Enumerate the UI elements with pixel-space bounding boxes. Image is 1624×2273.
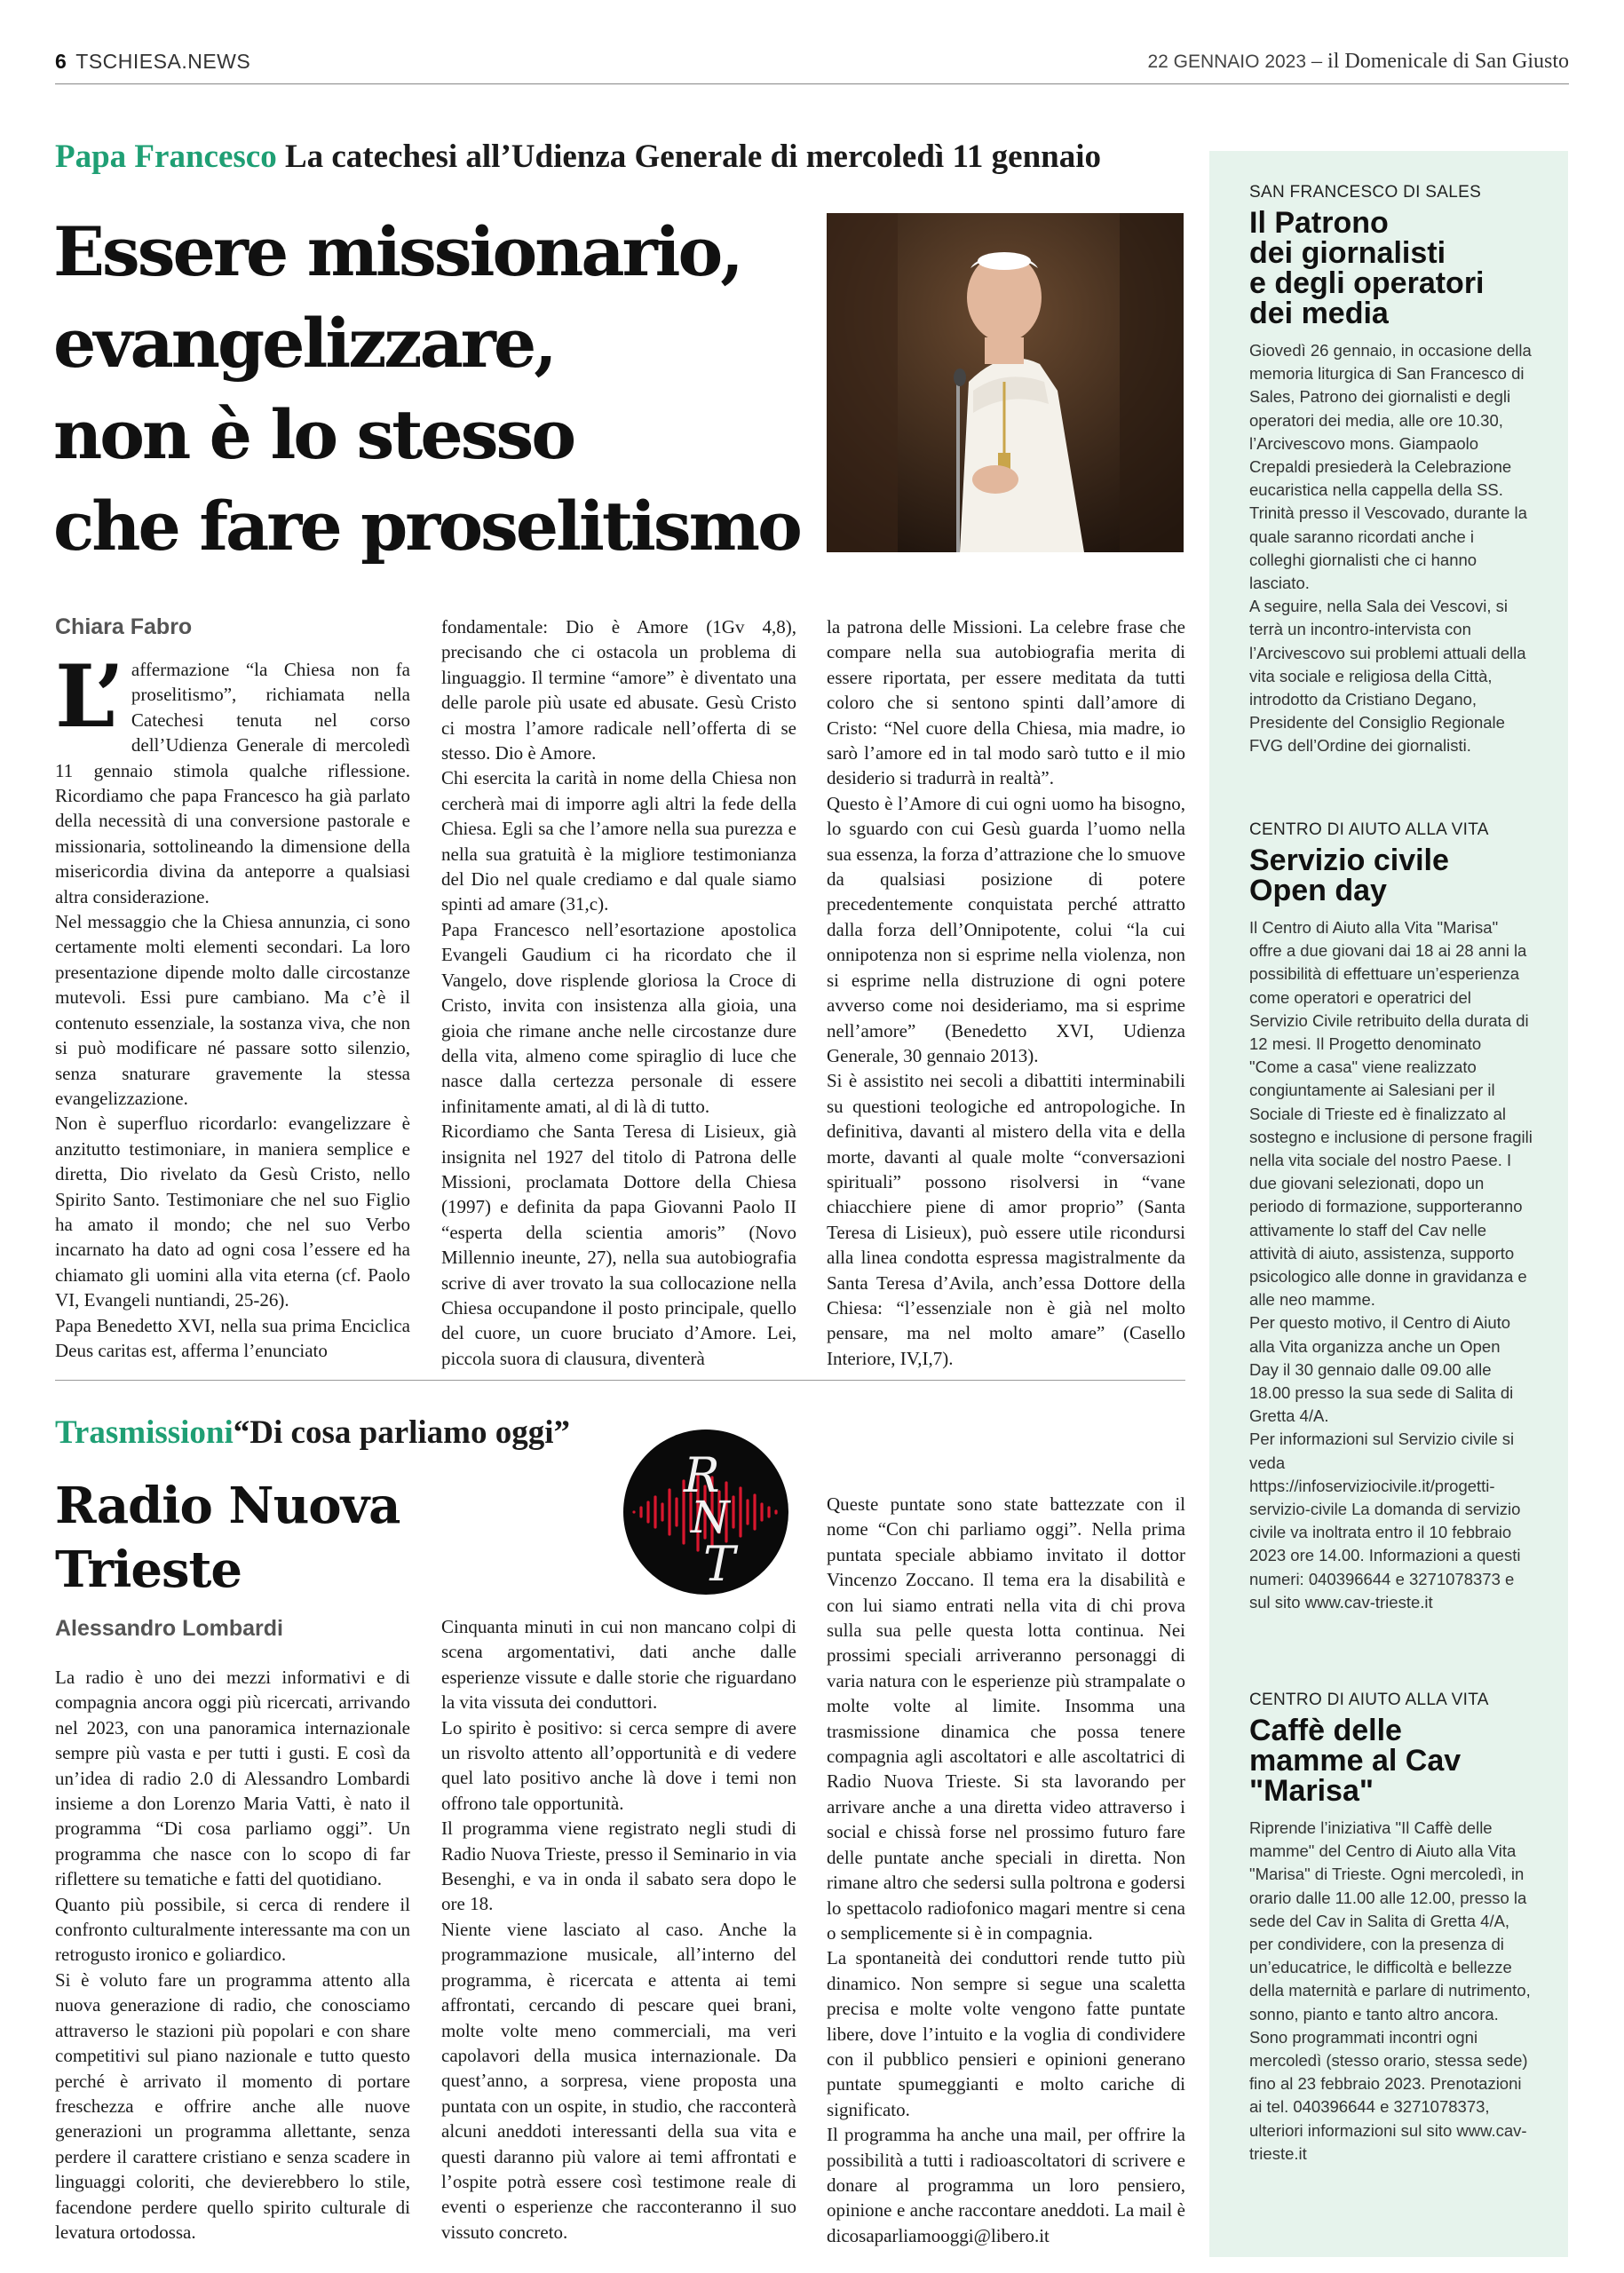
headline-line: dei giornalisti bbox=[1249, 236, 1446, 270]
issue-date: 22 GENNAIO 2023 bbox=[1147, 51, 1307, 72]
section-divider bbox=[55, 1380, 1185, 1381]
paragraph: fondamentale: Dio è Amore (1Gv 4,8), precisando che ci ostacola un problema di linguaggio. Il termine “amore” è diventato una delle parole più usate ed abusate. Gesù Cristo ci mostra l’amore radicale nell’offerta di se stesso. Dio è Amore. bbox=[441, 616, 796, 764]
headline-line: Radio Nuova bbox=[55, 1477, 400, 1535]
pope-photo bbox=[827, 213, 1184, 552]
sidebar-kicker: CENTRO DI AIUTO ALLA VITA bbox=[1249, 820, 1489, 839]
header-rule bbox=[55, 83, 1569, 84]
paragraph: A seguire, nella Sala dei Vescovi, si terrà un incontro-intervista con l’Arcivescovo sui problemi attuali della vita sociale e religiosa della Città, introdotto da Cristiano Degano, Presidente del Consiglio Regionale FVG dell’Ordine dei giornalisti. bbox=[1249, 597, 1526, 756]
sidebar-kicker: CENTRO DI AIUTO ALLA VITA bbox=[1249, 1691, 1489, 1709]
svg-text:R: R bbox=[684, 1447, 720, 1503]
paragraph: Ricordiamo che Santa Teresa di Lisieux, già insignita nel 1927 del titolo di Patrona delle Missioni, proclamata Dottore della Chiesa (1997) e definita da papa Giovanni Paolo II “esperta della scientia amoris” (Novo Millennio ineunte, 27), nella sua autobiografia scrive di aver trovato la sua collocazione nella Chiesa occupandone il posto principale, quello del cuore, un cuore bruciato d’Amore. Lei, piccola suora di clausura, diventerà bbox=[441, 1121, 796, 1369]
paragraph: Papa Francesco nell’esortazione apostolica Evangeli Gaudium ci ha ricordato che il Vangelo, dove risplende gloriosa la Croce di Cristo, invita con insistenza alla gioia, una gioia che rimane anche nelle circostanze dure della vita, almeno come spiraglio di luce che nasce dalla certezza personale di essere infinitamente amati, al di là di tutto. bbox=[441, 918, 796, 1117]
paragraph: Il programma ha anche una mail, per offrire la possibilità a tutti i radioascoltatori di scrivere e donare al programma un loro pensiero, opinione e anche raccontare aneddoti. La mail è dicosaparliamooggi@libero.it bbox=[827, 2124, 1185, 2246]
sidebar-body bbox=[1249, 1817, 1533, 2166]
paragraph: Si è assistito nei secoli a dibattiti interminabili su questioni teologiche ed antropologiche. In definitiva, davanti al mistero della vita e della morte, davanti al quale molte “conversazioni spirituali” possono risolversi in “vane chiacchiere piene di amor proprio” (Santa Teresa di Lisieux), può essere utile ricondursi alla linea condotta espressa magistralmente da Santa Teresa d’Avila, anch’essa Dottore della Chiesa: “l’essenziale non è già nel molto pensare, ma nel molto amare” (Casello Interiore, IV,I,7). bbox=[827, 1070, 1185, 1369]
article1-kicker-accent: Papa Francesco bbox=[55, 139, 277, 175]
headline-line: non è lo stesso bbox=[53, 395, 574, 474]
article1-column-3 bbox=[827, 614, 1185, 1371]
paragraph: Lo spirito è positivo: si cerca sempre di avere un risvolto attento all’opportunità e di vedere quel lato positivo anche là dove i temi non offrono tale opportunità. bbox=[441, 1716, 796, 1814]
headline-line: evangelizzare, bbox=[53, 304, 555, 383]
paragraph: Si è voluto fare un programma attento alla nuova generazione di radio, che conosciamo attraverso le stazioni più popolari e con share competitivi sul piano nazionale e tutto questo perché è arrivato il momento di portare freschezza e offrire anche alle nuove generazioni un programma allettante, senza perdere il carattere cristiano e senza scadere in linguaggi coloriti, che devierebbero lo stile, facendone perdere quello spirito culturale di levatura ortodossa. bbox=[55, 1968, 410, 2243]
headline-line: Il Patrono bbox=[1249, 206, 1389, 240]
page-header-left bbox=[55, 50, 250, 74]
headline-line: "Marisa" bbox=[1249, 1774, 1374, 1808]
article2-kicker-text: “Di cosa parliamo oggi” bbox=[233, 1414, 571, 1451]
sidebar-box-servizio-civile bbox=[1249, 820, 1533, 1614]
paragraph: Chi esercita la carità in nome della Chiesa non cercherà mai di imporre agli altri la fede della Chiesa. Egli sa che l’amore nella sua purezza e nella sua gratuità è la migliore testimonianza del Dio nel quale crediamo e dal quale siamo spinti ad amare (31,c). bbox=[441, 767, 796, 915]
headline-line: Essere missionario, bbox=[53, 212, 741, 291]
headline-line: Open day bbox=[1249, 874, 1387, 907]
sidebar-headline bbox=[1249, 845, 1533, 906]
radio-nuova-trieste-logo bbox=[622, 1428, 790, 1596]
sidebar-box-patrono bbox=[1249, 183, 1533, 758]
paragraph: Il Centro di Aiuto alla Vita "Marisa" offre a due giovani dai 18 ai 28 anni la possibilità di effettuare un’esperienza come operatori e operatrici del Servizio Civile retribuito della durata di 12 mesi. Il Progetto denominato "Come a casa" viene realizzato congiuntamente ai Salesiani per il Sociale di Trieste ed è finalizzato al sostegno e inclusione di persone fragili nella vita sociale del nostro Paese. I due giovani selezionati, dopo un periodo di formazione, supporteranno attivamente lo staff del Cav nelle attività di aiuto, assistenza, supporto psicologico alle donne in gravidanza e alle neo mamme. bbox=[1249, 918, 1533, 1310]
article2-kicker bbox=[55, 1414, 570, 1452]
paragraph: Non è superfluo ricordarlo: evangelizzare è anzitutto testimoniare, in maniera semplice e diretta, Dio rivelato da Gesù Cristo, nello Spirito Santo. Testimoniare che nel suo Figlio ha amato il mondo; che nel suo Verbo incarnato ha dato ad ogni cosa l’essere ed ha chiamato gli uomini alla vita eterna (cf. Paolo VI, Evangeli nuntiandi, 25-26). bbox=[55, 1113, 410, 1311]
article2-author: Alessandro Lombardi bbox=[55, 1616, 283, 1641]
rnt-logo-icon bbox=[622, 1428, 790, 1596]
sidebar-box-caffe-mamme bbox=[1249, 1691, 1533, 2166]
headline-line: Servizio civile bbox=[1249, 843, 1449, 877]
article2-column-2 bbox=[441, 1614, 796, 2245]
paragraph bbox=[55, 646, 410, 909]
sidebar-body bbox=[1249, 916, 1533, 1614]
sidebar-headline bbox=[1249, 208, 1533, 329]
page-header-right bbox=[1147, 50, 1569, 74]
header-separator: – bbox=[1306, 50, 1328, 73]
paragraph: Cinquanta minuti in cui non mancano colpi di scena argomentativi, dati anche dalle esperienze vissute e dalle storie che riguardano la vita vissuta dei conduttori. bbox=[441, 1616, 796, 1714]
drop-cap: L’ bbox=[55, 646, 124, 747]
pope-photo-illustration bbox=[827, 213, 1184, 552]
sidebar-body bbox=[1249, 339, 1533, 758]
svg-text:T: T bbox=[703, 1536, 736, 1592]
paragraph: Niente viene lasciato al caso. Anche la programmazione musicale, all’interno del programma, è ricercata e attenta ai temi affrontati, cercando di pescare quei brani, molte volte meno commerciali, ma veri capolavori della musica internazionale. Da quest’anno, a sorpresa, viene proposta una puntata con un ospite, in studio, che racconterà alcuni aneddoti interessanti della sua vita e questi daranno più valore ai temi affrontati e l’ospite potrà essere così testimone reale di eventi o esperienze che racconteranno il suo vissuto concreto. bbox=[441, 1918, 796, 2243]
paragraph: Riprende l’iniziativa "Il Caffè delle mamme" del Centro di Aiuto alla Vita "Marisa" di Trieste. Ogni mercoledì, in orario dalle 11.00 alle 12.00, presso la sede del Cav in Salita di Gretta 4/A, per condividere, con la presenza di un’educatrice, le difficoltà e bellezze della maternità e parlare di nutrimento, sonno, pianto e tanto altro ancora. Sono programmati incontri ogni mercoledì (stesso orario, stessa sede) fino al 23 febbraio 2023. Prenotazioni ai tel. 040396644 e 3271078373, ulteriori informazioni sul sito www.cav-trieste.it bbox=[1249, 1818, 1531, 2163]
article1-kicker-text: La catechesi all’Udienza Generale di mercoledì 11 gennaio bbox=[284, 139, 1102, 175]
svg-text:N: N bbox=[691, 1492, 730, 1543]
paragraph: Queste puntate sono state battezzate con il nome “Con chi parliamo oggi”. Nella prima puntata speciale abbiamo invitato il dottor Vincenzo Zoccano. Il tema era la disabilità e con lui siamo entrati nella vita di chi prova sulla sua pelle questa lotta continua. Nei prossimi speciali arriveranno personaggi di varia natura con le esperienze più strampalate o molte volte al limite. Insomma una trasmissione dinamica che possa tenere compagnia agli ascoltatori e alle ascoltatrici di Radio Nuova Trieste. Si sta lavorando per arrivare anche a una diretta video attraverso i social e chissà forse nel prossimo futuro fare delle puntate anche speciali in diretta. Non rimane altro che sedersi sulla poltrona e godersi lo spettacolo radiofonico magari mentre si cena o semplicemente si è in compagnia. bbox=[827, 1493, 1185, 1944]
headline-line: Trieste bbox=[55, 1540, 242, 1599]
page-number: 6 bbox=[55, 50, 67, 73]
headline-line: dei media bbox=[1249, 297, 1389, 330]
headline-line: e degli operatori bbox=[1249, 266, 1485, 300]
paragraph: Il programma viene registrato negli studi di Radio Nuova Trieste, presso il Seminario in via Besenghi, e va in onda il sabato sera dopo le ore 18. bbox=[441, 1818, 796, 1915]
article1-headline bbox=[53, 206, 817, 572]
paragraph: La radio è uno dei mezzi informativi e di compagnia ancora oggi più ricercati, arrivando nel 2023, con una panoramica internazionale sempre più vasta e per tutti i gusti. E così da un’idea di radio 2.0 di Alessandro Lombardi insieme a don Lorenzo Maria Vatti, è nato il programma “Di cosa parliamo oggi”. Un programma che nasce con lo scopo di far riflettere su tematiche e fatti del quotidiano. bbox=[55, 1667, 410, 1890]
sidebar-kicker: SAN FRANCESCO DI SALES bbox=[1249, 183, 1482, 202]
article1-column-2 bbox=[441, 614, 796, 1371]
article2-column-1 bbox=[55, 1665, 410, 2245]
site-name[interactable]: TSCHIESA.NEWS bbox=[75, 50, 251, 73]
paragraph: Giovedì 26 gennaio, in occasione della memoria liturgica di San Francesco di Sales, Patrono dei giornalisti e degli operatori dei media, alle ore 10.30, l’Arcivescovo mons. Giampaolo Crepaldi presiederà la Celebrazione eucaristica nella cappella della SS. Trinità presso il Vescovado, durante la quale saranno ricordati anche i colleghi giornalisti che ci hanno lasciato. bbox=[1249, 341, 1532, 593]
headline-line: mamme al Cav bbox=[1249, 1744, 1462, 1778]
paragraph: Nel messaggio che la Chiesa annunzia, ci sono certamente molti elementi secondari. La loro presentazione dipende molto dalle circostanze mutevoli. Essi pure cambiano. Ma c’è il contenuto essenziale, la sostanza viva, che non si può modificare né passare sotto silenzio, senza snaturare gravemente la stessa evangelizzazione. bbox=[55, 911, 410, 1109]
paragraph-text: affermazione “la Chiesa non fa proselitismo”, richiamata nella Catechesi tenuta nel corso dell’Udienza Generale di mercoledì 11 gennaio stimola qualche riflessione. Ricordiamo che papa Francesco ha già parlato della necessità di una conversione pastorale e missionaria, sottolineando la dimensione della misericordia divina da anteporre a qualsiasi altra considerazione. bbox=[55, 659, 410, 907]
paragraph: la patrona delle Missioni. La celebre frase che compare nella sua autobiografia merita di essere riportata, per essere meditata da tutti coloro che si sentono spinti dall’amore di Cristo: “Nel cuore della Chiesa, mia madre, io sarò l’amore ed in tal modo sarò tutto e il mio desiderio si tradurrà in realtà”. bbox=[827, 616, 1185, 789]
article2-headline bbox=[55, 1474, 588, 1602]
paragraph: Papa Benedetto XVI, nella sua prima Enciclica Deus caritas est, afferma l’enunciato bbox=[55, 1314, 410, 1361]
paragraph: Quanto più possibile, si cerca di rendere il confronto culturalmente interessante ma con un retrogusto ironico e goliardico. bbox=[55, 1893, 410, 1966]
article1-author: Chiara Fabro bbox=[55, 614, 193, 639]
article2-kicker-accent: Trasmissioni bbox=[55, 1414, 234, 1451]
article1-column-1 bbox=[55, 646, 410, 1363]
sidebar-headline bbox=[1249, 1715, 1533, 1806]
paragraph: Per questo motivo, il Centro di Aiuto alla Vita organizza anche un Open Day il 30 gennaio dalle 09.00 alle 18.00 presso la sua sede di Salita di Gretta 4/A. bbox=[1249, 1313, 1514, 1426]
headline-line: che fare proselitismo bbox=[53, 487, 800, 566]
headline-line: Caffè delle bbox=[1249, 1714, 1402, 1747]
article2-column-3 bbox=[827, 1492, 1185, 2248]
paragraph: Questo è l’Amore di cui ogni uomo ha bisogno, lo sguardo con cui Gesù guarda l’uomo nella sua essenza, la forza d’attrazione che lo smuove da qualsiasi posizione di potere precedentemente conquistata perché attratto dalla forza dell’Onnipotente, colui “la cui onnipotenza non si esprime nella violenza, non si esprime nella distruzione di ogni potere avverso come noi desideriamo, ma si esprime nell’amore” (Benedetto XVI, Udienza Generale, 30 gennaio 2013). bbox=[827, 792, 1185, 1066]
paragraph: La spontaneità dei conduttori rende tutto più dinamico. Non sempre si segue una scaletta precisa e molte volte vengono fatte puntate libere, dove l’intuito e la voglia di condividere con il pubblico pensieri e opinioni generano puntate spumeggianti e molto cariche di significato. bbox=[827, 1947, 1185, 2120]
article1-kicker bbox=[55, 138, 1101, 176]
publication-name: il Domenicale di San Giusto bbox=[1327, 50, 1569, 73]
paragraph: Per informazioni sul Servizio civile si veda https://infoserviziocivile.it/progetti-servizio-civile La domanda di servizio civile va inoltrata entro il 10 febbraio 2023 ore 14.00. Informazioni a questi numeri: 040396644 e 3271078373 e sul sito www.cav-trieste.it bbox=[1249, 1430, 1521, 1612]
